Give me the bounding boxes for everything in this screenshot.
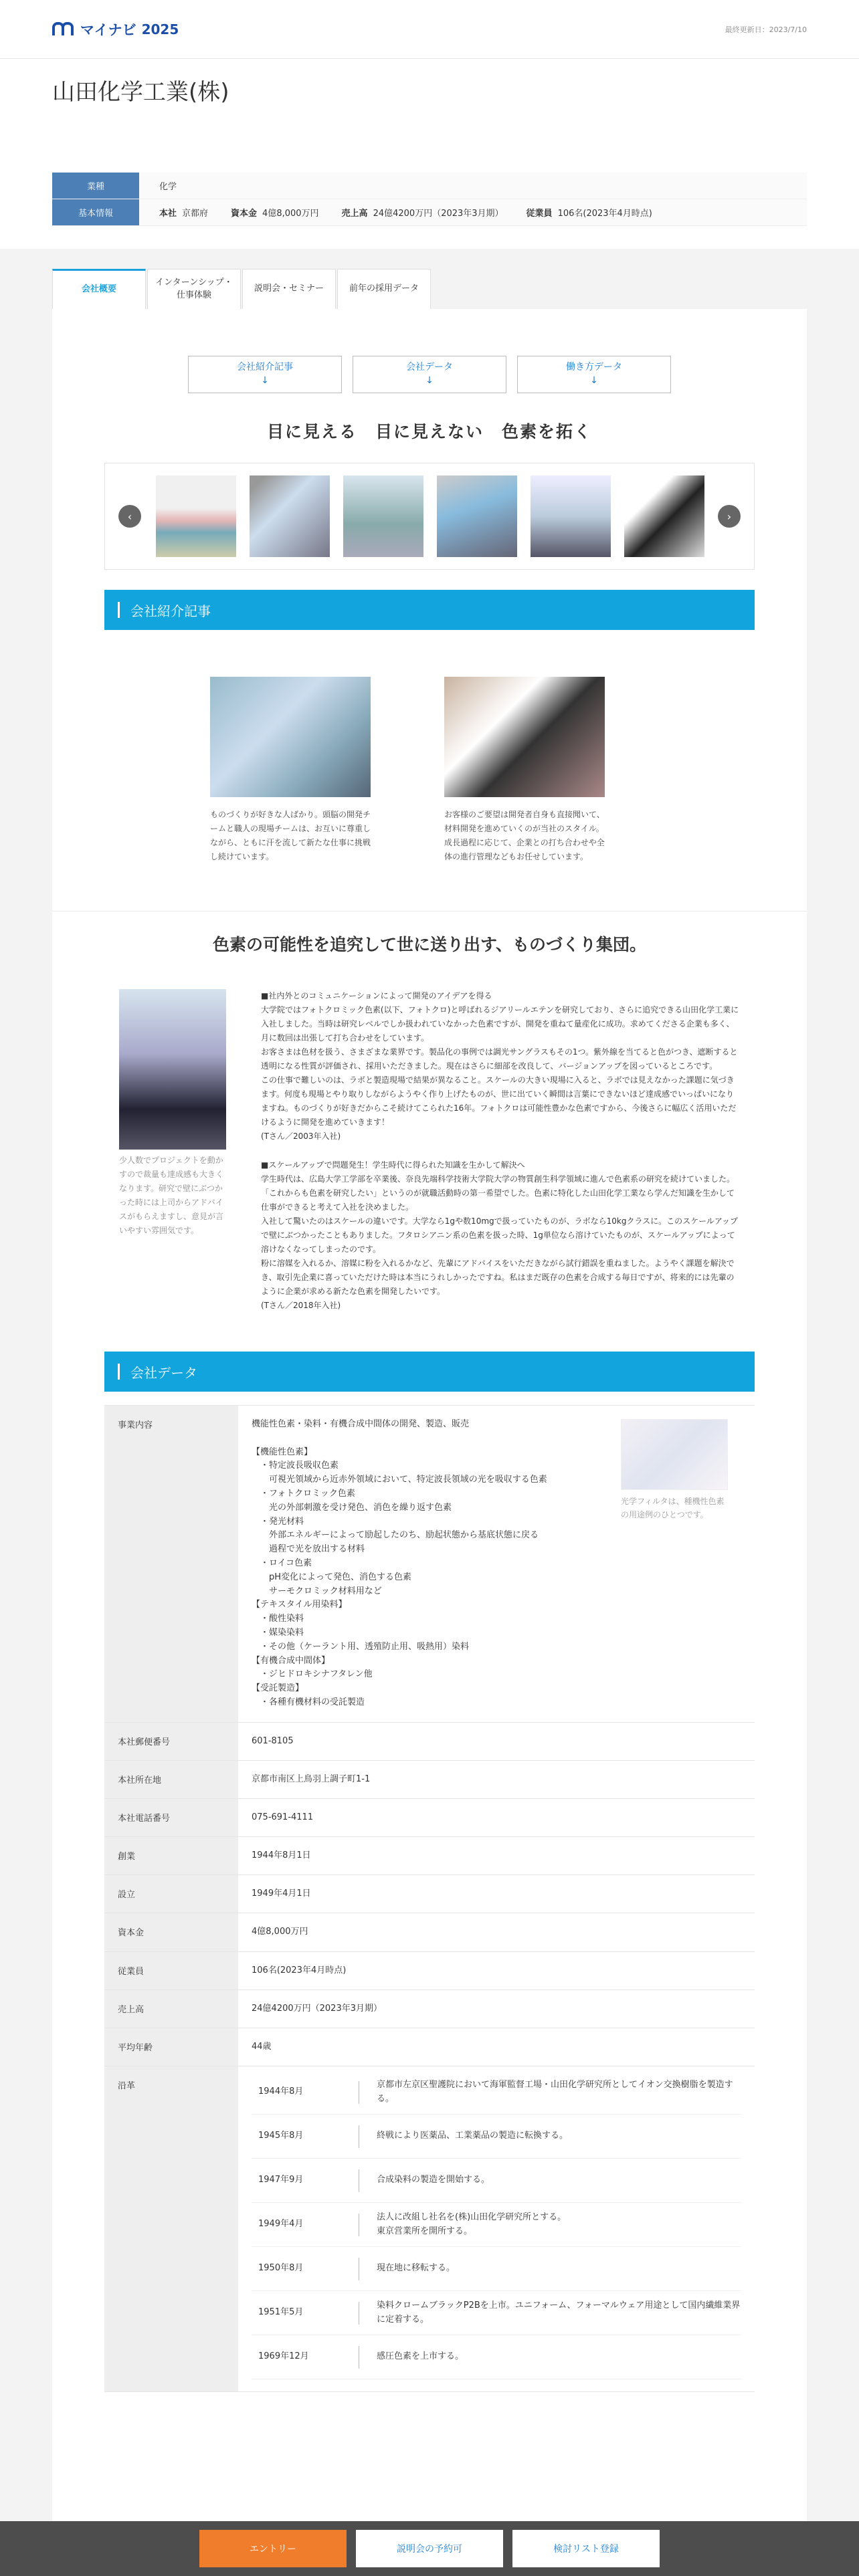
article-text: ものづくりが好きな人ばかり。頭脳の開発チームと職人の現場チームは、お互いに尊重しながら、ともに汗を流して新たな仕事に挑戦し続けています。 (210, 810, 371, 861)
history-date: 1945年8月 (258, 2131, 304, 2141)
row-value: 44歳 (252, 2041, 272, 2052)
photo-carousel (104, 463, 755, 570)
hq-value: 京都府 (182, 209, 209, 219)
story-title: 色素の可能性を追究して世に送り出す、ものづくり集団。 (212, 935, 646, 954)
anchor-data-label: 会社データ (406, 362, 453, 373)
history-date: 1951年5月 (258, 2307, 304, 2318)
logo-text: マイナビ (80, 21, 136, 38)
table-row (104, 1723, 755, 1761)
row-value: 24億4200万円（2023年3月期） (252, 2003, 382, 2014)
history-text: 合成染料の製造を開始する。 (377, 2175, 490, 2185)
intro-article (444, 677, 605, 864)
row-value: 075-691-4111 (252, 1812, 314, 1823)
row-label: 設立 (104, 1875, 238, 1913)
row-value: 京都市南区上鳥羽上調子町1-1 (252, 1774, 371, 1784)
mynavi-logo-icon (52, 23, 75, 35)
basic-info-label: 基本情報 (52, 199, 139, 225)
row-value: 106名(2023年4月時点) (252, 1965, 347, 1975)
row-value: 1944年8月1日 (252, 1850, 311, 1861)
row-label: 平均年齢 (104, 2028, 238, 2066)
history-text: 感圧色素を上市する。 (377, 2351, 464, 2362)
section-intro-heading: 会社紹介記事 (104, 590, 755, 630)
history-date: 1950年8月 (258, 2263, 304, 2274)
row-value: 4億8,000万円 (252, 1927, 308, 1937)
article-photo (210, 677, 371, 797)
overview-panel (52, 309, 807, 2576)
history-text: 現在地に移転する。 (377, 2263, 456, 2274)
history-item (252, 2115, 741, 2159)
table-row (104, 1990, 755, 2028)
table-row (104, 2028, 755, 2066)
story-photo-caption: 少人数でプロジェクトを動かすので裁量も達成感も大きくなります。研究で壁にぶつかった時には上司からアドバイスがもらえますし、意見が言いやすい雰囲気です。 (119, 1156, 224, 1235)
carousel-photo[interactable] (156, 475, 236, 557)
row-label: 本社電話番号 (104, 1799, 238, 1836)
history-label: 沿革 (104, 2066, 238, 2391)
history-item (252, 2247, 741, 2291)
carousel-photo[interactable] (343, 475, 423, 557)
carousel-photo[interactable] (531, 475, 611, 557)
row-label: 売上高 (104, 1990, 238, 2028)
hq-label: 本社 (159, 209, 177, 219)
carousel-photo[interactable] (624, 475, 704, 557)
article-photo (444, 677, 605, 797)
company-info-block (52, 173, 807, 226)
history-item (252, 2203, 741, 2247)
table-row (104, 1913, 755, 1951)
row-label: 資本金 (104, 1913, 238, 1951)
table-row (104, 1952, 755, 1990)
arrow-down-icon: ↓ (590, 375, 598, 386)
history-text: 染料クロームブラックP2Bを上市。ユニフォーム、フォーマルウェア用途として国内繊維業界に定着する。 (377, 2300, 741, 2325)
logo-year: 2025 (141, 21, 179, 37)
tab-internship-label: インターンシップ・ 仕事体験 (155, 278, 233, 300)
anchor-intro-article[interactable] (188, 356, 342, 393)
industry-value: 化学 (159, 182, 177, 192)
main-content (52, 269, 807, 2576)
sales-value: 24億4200万円（2023年3月期） (373, 209, 504, 219)
history-item (252, 2070, 741, 2115)
row-label: 従業員 (104, 1952, 238, 1990)
history-text: 終戦により医薬品、工業薬品の製造に転換する。 (377, 2131, 569, 2141)
article-text: お客様のご要望は開発者自身も直接聞いて、材料開発を進めていくのが当社のスタイル。成長過程に応じて、企業との打ち合わせや全体の進行管理などもお任せしています。 (444, 810, 605, 861)
capital-value: 4億8,000万円 (262, 209, 319, 219)
history-date: 1944年8月 (258, 2086, 304, 2097)
last-updated: 最終更新日：2023/7/10 (725, 25, 807, 34)
history-item (252, 2291, 741, 2335)
add-to-list-button[interactable]: 検討リスト登録 (512, 2530, 660, 2567)
carousel-prev-icon[interactable]: ‹ (118, 505, 141, 528)
table-row (104, 1837, 755, 1875)
anchor-workstyle-label: 働き方データ (566, 362, 622, 373)
employees-value: 106名(2023年4月時点) (557, 209, 652, 219)
row-label: 創業 (104, 1837, 238, 1874)
company-data-table (104, 1405, 755, 2392)
carousel-next-icon[interactable]: › (718, 505, 741, 528)
table-row (104, 1799, 755, 1837)
site-header (0, 0, 859, 59)
tab-recruit-data[interactable]: 前年の採用データ (337, 269, 431, 309)
anchor-intro-label: 会社紹介記事 (237, 362, 293, 373)
catch-headline: 目に見える 目に見えない 色素を拓く (266, 422, 592, 441)
industry-row (52, 173, 807, 199)
anchor-company-data[interactable] (353, 356, 506, 393)
arrow-down-icon: ↓ (261, 375, 269, 386)
table-row (104, 1406, 755, 1723)
company-name: 山田化学工業(株) (52, 79, 229, 106)
history-row (104, 2066, 755, 2392)
history-date: 1947年9月 (258, 2175, 304, 2185)
history-text: 法人に改組し社名を(株)山田化学研究所とする。 東京営業所を開所する。 (377, 2212, 567, 2236)
history-date: 1969年12月 (258, 2351, 309, 2362)
sales-label: 売上高 (341, 209, 368, 219)
business-photo-caption: 光学フィルタは、種機性色素の用途例のひとつです。 (621, 1497, 725, 1519)
employee-story (119, 989, 807, 1327)
section-company-data-heading: 会社データ (104, 1352, 755, 1392)
industry-label: 業種 (52, 173, 139, 199)
history-date: 1949年4月 (258, 2219, 304, 2230)
optical-filter-photo (621, 1419, 728, 1490)
business-label: 事業内容 (104, 1406, 238, 1722)
tab-company-overview[interactable]: 会社概要 (52, 269, 146, 309)
anchor-workstyle-data[interactable] (517, 356, 671, 393)
anchor-links (52, 309, 807, 393)
basic-info-row (52, 199, 807, 226)
story-paragraph-1: ■社内外とのコミュニケーションによって開発のアイデアを得る 大学院ではフォトクロミック色素(以下、フォトクロ)と呼ばれるジアリールエテンを研究しており、さらに追究できる山田化学工業に入社しました。当時は研究レベルでしか扱われていなかった色素ですが、開発を重ねて量産化に成功。求めてくださる企業も多く、月に数回は出張して打ち合わせをしています。 お客さまは色材を扱う、さまざまな業界です。製品化の事例では調光サングラスもその1つ。紫外線を当てると色がつき、遮断すると透明になる性質が評価され、採用いただきました。現在はさらに細部を改良して、バージョンアップを図っているところです。 この仕事で難しいのは、ラボと製造現場で結果が異なること。スケールの大きい現場に入ると、ラボでは見えなかった課題に気づきます。何度も現場とやり取りしながらようやく作り上げたものが、世に出ていく瞬間は言葉にできないほど達成感でいっぱいになりますね。ものづくりが好きだからこそ続けてこられた16年。フォトクロは可能性豊かな色素ですから、今後さらに幅広く活用いただけるように開発を進めていきます！ (Tさん／2003年入社) (261, 991, 739, 1141)
seminar-reserve-button[interactable]: 説明会の予約可 (356, 2530, 503, 2567)
history-item (252, 2335, 741, 2379)
employees-photo (119, 989, 226, 1150)
employees-label: 従業員 (526, 209, 553, 219)
history-item (252, 2159, 741, 2203)
table-row (104, 1875, 755, 1913)
row-value: 1949年4月1日 (252, 1889, 311, 1899)
arrow-down-icon: ↓ (425, 375, 434, 386)
page-top (0, 0, 859, 249)
tab-bar (52, 269, 807, 309)
intro-article (210, 677, 371, 864)
carousel-photo[interactable] (437, 475, 517, 557)
capital-label: 資本金 (231, 209, 258, 219)
bottom-action-bar (0, 2521, 859, 2576)
intro-articles (210, 677, 807, 864)
row-value: 601-8105 (252, 1735, 294, 1746)
business-value: 機能性色素・染料・有機合成中間体の開発、製造、販売 【機能性色素】 ・特定波長吸収色素 可視光領域から近赤外領域において、特定波長領域の光を吸収する色素 ・フォトクロミック色素 光の外部刺激を受け発色、消色を繰り返す色素 ・発光材料 外部エネルギーによって励起したのち、励起状態から基底状態に戻る 過程で光を放出する材料 ・ロイコ色素 pH変化によって発色、消色する色素 サーモクロミック材料用など 【テキスタイル用染料】 ・酸性染料 ・媒染染料 ・その他（ケーラント用、透殖防止用、吸熱用）染料 【有機合成中間体】 ・ジヒドロキシナフタレン他 【受託製造】 ・各種有機材料の受託製造 (252, 1419, 547, 1707)
entry-button[interactable]: エントリー (199, 2530, 347, 2567)
history-text: 京都市左京区聖護院において海軍監督工場・山田化学研究所としてイオン交換樹脂を製造する。 (377, 2079, 733, 2104)
table-row (104, 1761, 755, 1799)
business-photo-block (621, 1419, 728, 1522)
carousel-photo[interactable] (250, 475, 330, 557)
story-paragraph-2: ■スケールアップで問題発生！学生時代に得られた知識を生かして解決へ 学生時代は、広島大学工学部を卒業後、奈良先端科学技術大学院大学の物質創生科学領域に進んで色素系の研究を続けていました。「これからも色素を研究したい」というのが就職活動時の第一希望でした。色素に特化した山田化学工業なら学んだ知識を生かして仕事ができると考えて入社を決めました。 入社して驚いたのはスケールの違いです。大学なら1gや数10mgで扱っていたものが、ラボなら10kgクラスに。このスケールアップで壁にぶつかったこともありました。フタロシアニン系の色素を扱った時、1g単位なら溶けていたものが、スケールアップによって溶けなくなってしまったのです。 粉に溶媒を入れるか、溶媒に粉を入れるかなど、先輩にアドバイスをいただきながら試行錯誤を重ねました。ようやく課題を解決でき、取引先企業に喜っていただけた時は本当にうれしかったですね。私はまだ既存の色素を合成する毎日ですが、将来的には先輩のように企業が求める新たな色素を開発したいです。 (Tさん／2018年入社) (261, 1160, 739, 1310)
site-logo[interactable] (52, 19, 179, 39)
row-label: 本社郵便番号 (104, 1723, 238, 1760)
row-label: 本社所在地 (104, 1761, 238, 1798)
tab-seminar[interactable]: 説明会・セミナー (242, 269, 336, 309)
tab-internship[interactable] (147, 269, 241, 309)
